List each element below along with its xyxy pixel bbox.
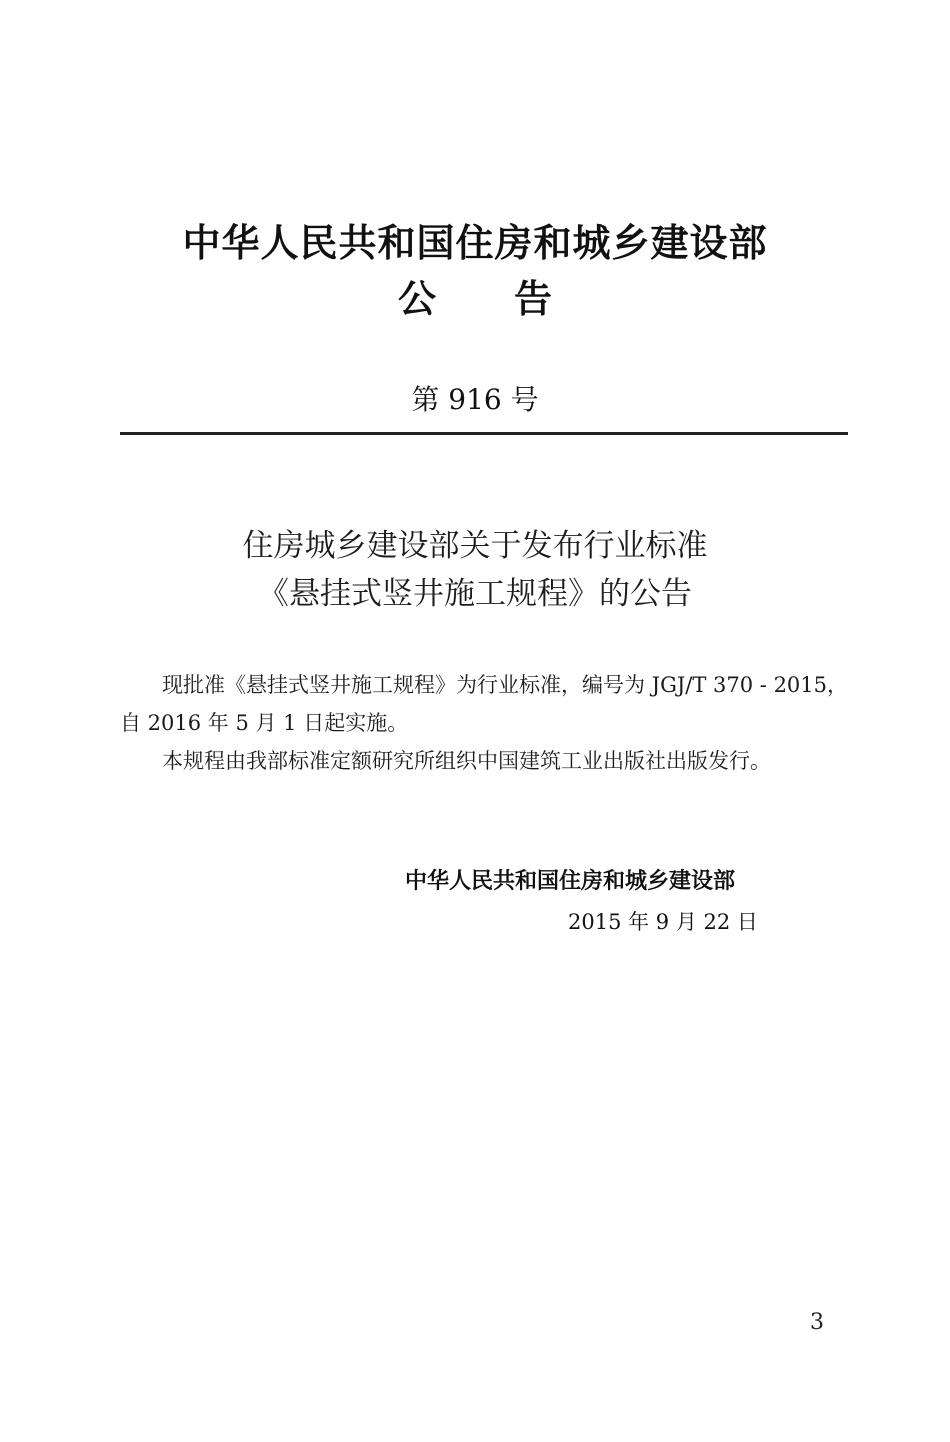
issuer-title: 中华人民共和国住房和城乡建设部 [182,221,768,265]
signature-date: 2015 年 9 月 22 日 [568,910,758,934]
announcement-body [120,666,848,780]
page-number: 3 [810,1310,824,1335]
document-number: 第 916 号 [411,383,539,416]
header-divider [120,432,848,435]
body-paragraph-1: 现批准《悬挂式竖井施工规程》为行业标准，编号为 JGJ/T 370 - 2015，自 2016 年 5 月 1 日起实施。 [120,673,849,735]
subject-line-1: 住房城乡建设部关于发布行业标准 [242,528,708,564]
body-paragraph-2: 本规程由我部标准定额研究所组织中国建筑工业出版社出版发行。 [162,749,771,773]
signature-issuer: 中华人民共和国住房和城乡建设部 [405,869,736,894]
announcement-subject [0,522,950,618]
subject-line-2: 《悬挂式竖井施工规程》的公告 [258,576,692,612]
document-type: 公告 [397,277,630,321]
